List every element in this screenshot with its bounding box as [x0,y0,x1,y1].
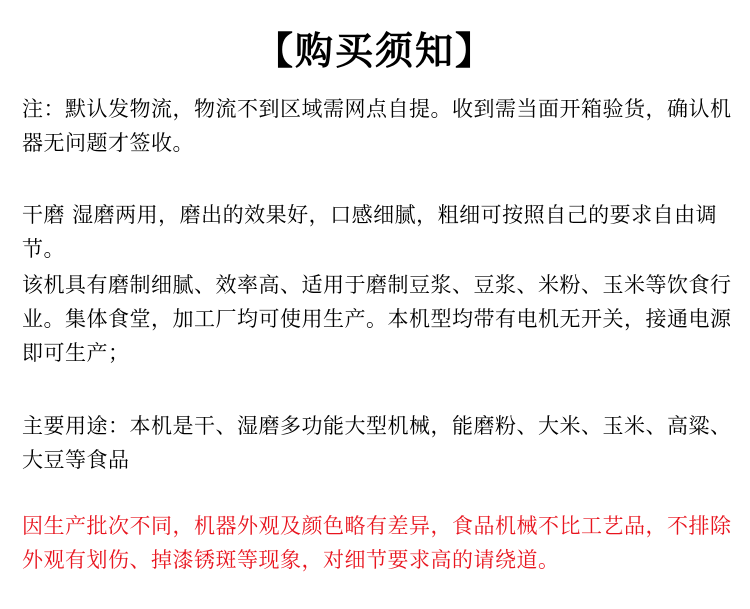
page-title: 【购买须知】 [254,29,495,73]
features-paragraph: 该机具有磨制细腻、效率高、适用于磨制豆浆、豆浆、米粉、玉米等饮食行业。集体食堂，加工厂均可使用生产。本机型均带有电机无开关，接通电源即可生产； [22,273,732,365]
grinding-paragraph: 干磨 湿磨两用，磨出的效果好，口感细腻，粗细可按照自己的要求自由调节。 [22,203,718,261]
uses-paragraph: 主要用途：本机是干、湿磨多功能大型机械，能磨粉、大米、玉米、高粱、大豆等食品 [22,414,732,472]
notice-paragraph: 注：默认发物流，物流不到区域需网点自提。收到需当面开箱验货，确认机器无问题才签收。 [22,97,732,155]
warning-paragraph: 因生产批次不同，机器外观及颜色略有差异，食品机械不比工艺品，不排除外观有划伤、掉漆锈斑等现象，对细节要求高的请绕道。 [22,514,732,572]
